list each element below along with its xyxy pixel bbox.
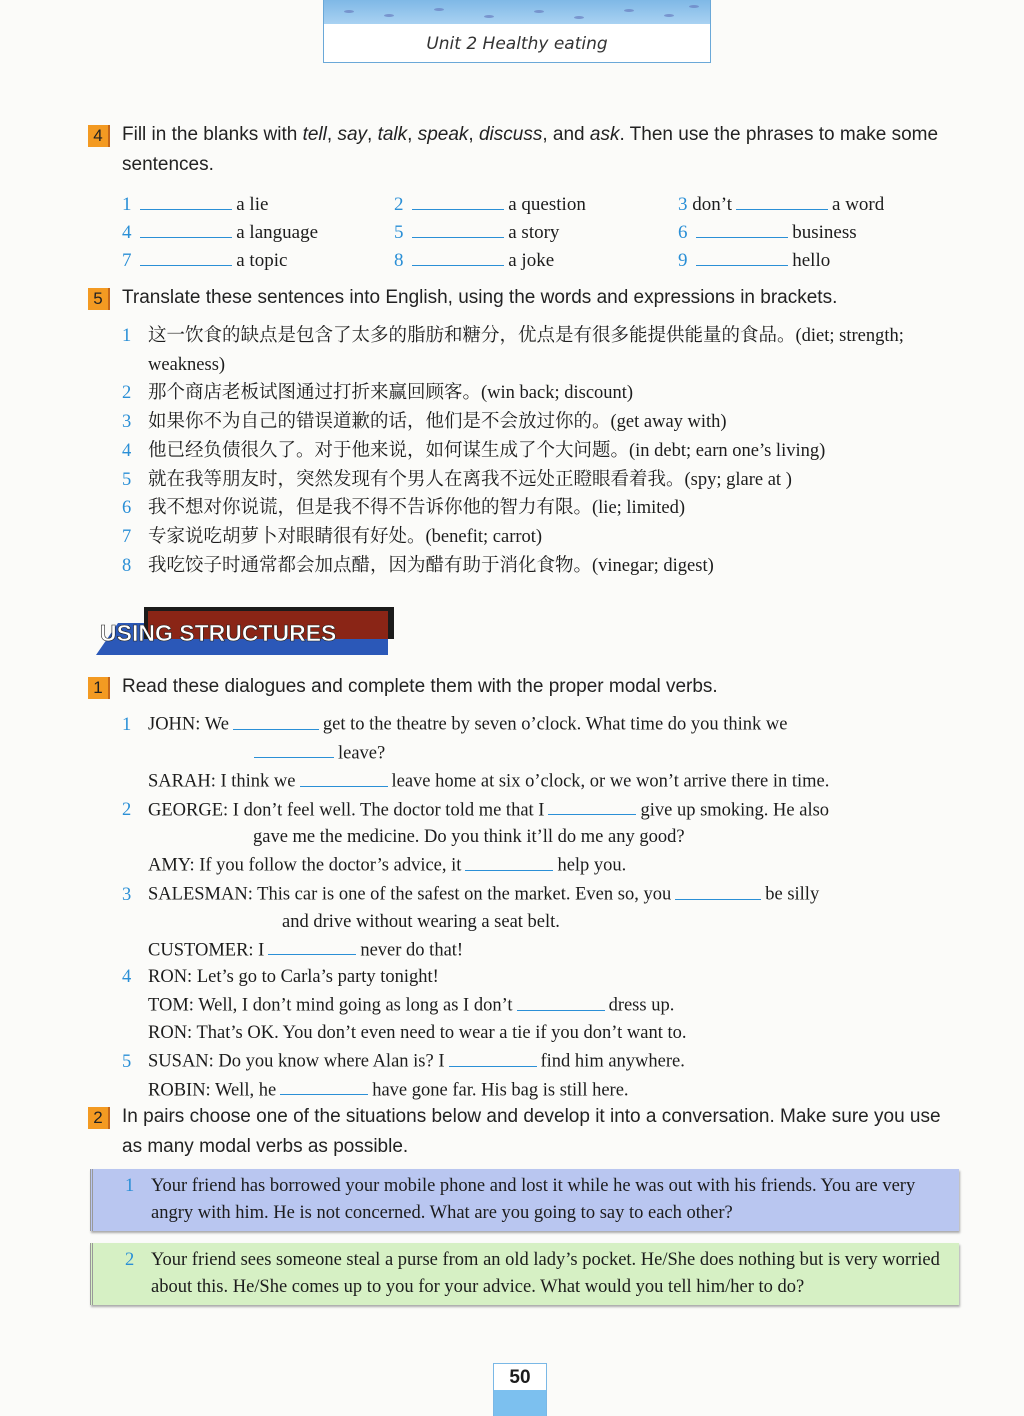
answer-blank[interactable] — [465, 851, 553, 871]
using-structures-banner — [96, 605, 396, 657]
fill-item: 6 business — [678, 218, 857, 244]
dialogue-line: CUSTOMER: I never do that! — [122, 936, 952, 965]
dialogues — [122, 710, 952, 1104]
dialogue-line: 4 RON: Let’s go to Carla’s party tonight! — [122, 967, 439, 988]
translation-item: 8 我吃饺子时通常都会加点醋，因为醋有助于消化食物。(vinegar; digest) — [122, 555, 714, 576]
exercise-number-badge: 1 — [88, 677, 110, 699]
answer-blank[interactable] — [517, 991, 605, 1011]
answer-blank[interactable] — [140, 246, 232, 266]
answer-blank[interactable] — [675, 880, 761, 900]
answer-blank[interactable] — [449, 1047, 537, 1067]
header-water-decoration — [324, 0, 710, 24]
dialogue-line: 1 JOHN: We get to the theatre by seven o’clock. What time do you think we — [122, 710, 952, 739]
unit-header — [323, 0, 711, 63]
answer-blank[interactable] — [548, 796, 636, 816]
dialogue-line: and drive without wearing a seat belt. — [282, 911, 560, 932]
dialogue-line: AMY: If you follow the doctor’s advice, it help you. — [122, 851, 952, 880]
items-row — [122, 190, 922, 218]
translation-item: 1 这一饮食的缺点是包含了太多的脂肪和糖分，优点是有很多能提供能量的食品。(diet; strength; weakness) — [122, 326, 904, 375]
translation-item: 2 那个商店老板试图通过打折来赢回顾客。(win back; discount) — [122, 383, 634, 404]
fill-item: 3 don’t a word — [678, 190, 884, 216]
exercise-number-badge: 2 — [88, 1107, 110, 1129]
situation-box-2: 2 Your friend sees someone steal a purse from an old lady’s pocket. He/She does nothing but is very worried about this. He/She comes up to you for your advice. What would you tell him/her to do? — [90, 1243, 959, 1305]
dialogue-line: ROBIN: Well, he have gone far. His bag is still here. — [122, 1076, 952, 1105]
dialogue-line: gave me the medicine. Do you think it’ll do me any good? — [253, 827, 685, 848]
items-row — [122, 218, 922, 246]
translation-item: 3 如果你不为自己的错误道歉的话，他们是不会放过你的。(get away with) — [122, 412, 727, 433]
translation-item: 6 我不想对你说谎，但是我不得不告诉你他的智力有限。(lie; limited) — [122, 498, 685, 519]
answer-blank[interactable] — [412, 190, 504, 210]
fill-item: 2 a question — [394, 190, 586, 216]
exercise-4-items — [122, 190, 922, 274]
answer-blank[interactable] — [268, 936, 356, 956]
section-title: USING STRUCTURES — [100, 620, 337, 646]
translation-item: 5 就在我等朋友时，突然发现有个男人在离我不远处正瞪眼看着我。(spy; glare at ) — [122, 469, 792, 490]
answer-blank[interactable] — [412, 246, 504, 266]
answer-blank[interactable] — [254, 739, 334, 759]
translation-item: 4 他已经负债很久了。对于他来说，如何谋生成了个大问题。(in debt; earn one’s living) — [122, 440, 826, 461]
answer-blank[interactable] — [300, 767, 388, 787]
fill-item: 9 hello — [678, 246, 830, 272]
structures-2-instruction: In pairs choose one of the situations below and develop it into a conversation. Make sure you use as many modal verbs as possible. — [122, 1106, 941, 1157]
answer-blank[interactable] — [696, 246, 788, 266]
dialogue-line: 3 SALESMAN: This car is one of the safest on the market. Even so, you be silly — [122, 880, 952, 909]
structures-1-instruction: Read these dialogues and complete them with the proper modal verbs. — [122, 676, 718, 697]
translation-item: 7 专家说吃胡萝卜对眼睛很有好处。(benefit; carrot) — [122, 526, 543, 547]
dialogue-line: 5 SUSAN: Do you know where Alan is? I find him anywhere. — [122, 1047, 952, 1076]
exercise-number-badge: 4 — [88, 125, 110, 147]
fill-item: 1 a lie — [122, 190, 268, 216]
answer-blank[interactable] — [696, 218, 788, 238]
dialogue-line: TOM: Well, I don’t mind going as long as I don’t dress up. — [122, 991, 952, 1020]
exercise-4-instruction: Fill in the blanks with tell, say, talk, speak, discuss, and ask. Then use the phrases to make some sentences. — [122, 124, 939, 175]
situation-text: Your friend sees someone steal a purse from an old lady’s pocket. He/She does nothing but is very worried about this. He/She comes up to you for your advice. What would you tell him/her to do? — [151, 1250, 940, 1297]
unit-title: Unit 2 Healthy eating — [426, 34, 608, 54]
answer-blank[interactable] — [140, 190, 232, 210]
exercise-5-instruction: Translate these sentences into English, using the words and expressions in brackets. — [122, 287, 838, 308]
dialogue-line: RON: That’s OK. You don’t even need to wear a tie if you don’t want to. — [148, 1023, 687, 1044]
answer-blank[interactable] — [233, 710, 319, 730]
answer-blank[interactable] — [736, 190, 828, 210]
page-number: 50 — [493, 1363, 547, 1416]
fill-item: 4 a language — [122, 218, 318, 244]
fill-item: 7 a topic — [122, 246, 287, 272]
exercise-number-badge: 5 — [88, 288, 110, 310]
answer-blank[interactable] — [412, 218, 504, 238]
situation-box-1: 1 Your friend has borrowed your mobile phone and lost it while he was out with his friends. You are very angry with him. He is not concerned. What are you going to say to each other? — [90, 1169, 959, 1231]
dialogue-line: leave? — [122, 739, 952, 768]
fill-item: 8 a joke — [394, 246, 554, 272]
answer-blank[interactable] — [280, 1076, 368, 1096]
translation-list — [122, 322, 952, 580]
fill-item: 5 a story — [394, 218, 559, 244]
dialogue-line: 2 GEORGE: I don’t feel well. The doctor told me that I give up smoking. He also — [122, 796, 952, 825]
items-row — [122, 246, 922, 274]
dialogue-line: SARAH: I think we leave home at six o’clock, or we won’t arrive there in time. — [122, 767, 952, 796]
situation-text: Your friend has borrowed your mobile phone and lost it while he was out with his friends. You are very angry with him. He is not concerned. What are you going to say to each other? — [151, 1176, 916, 1223]
answer-blank[interactable] — [140, 218, 232, 238]
